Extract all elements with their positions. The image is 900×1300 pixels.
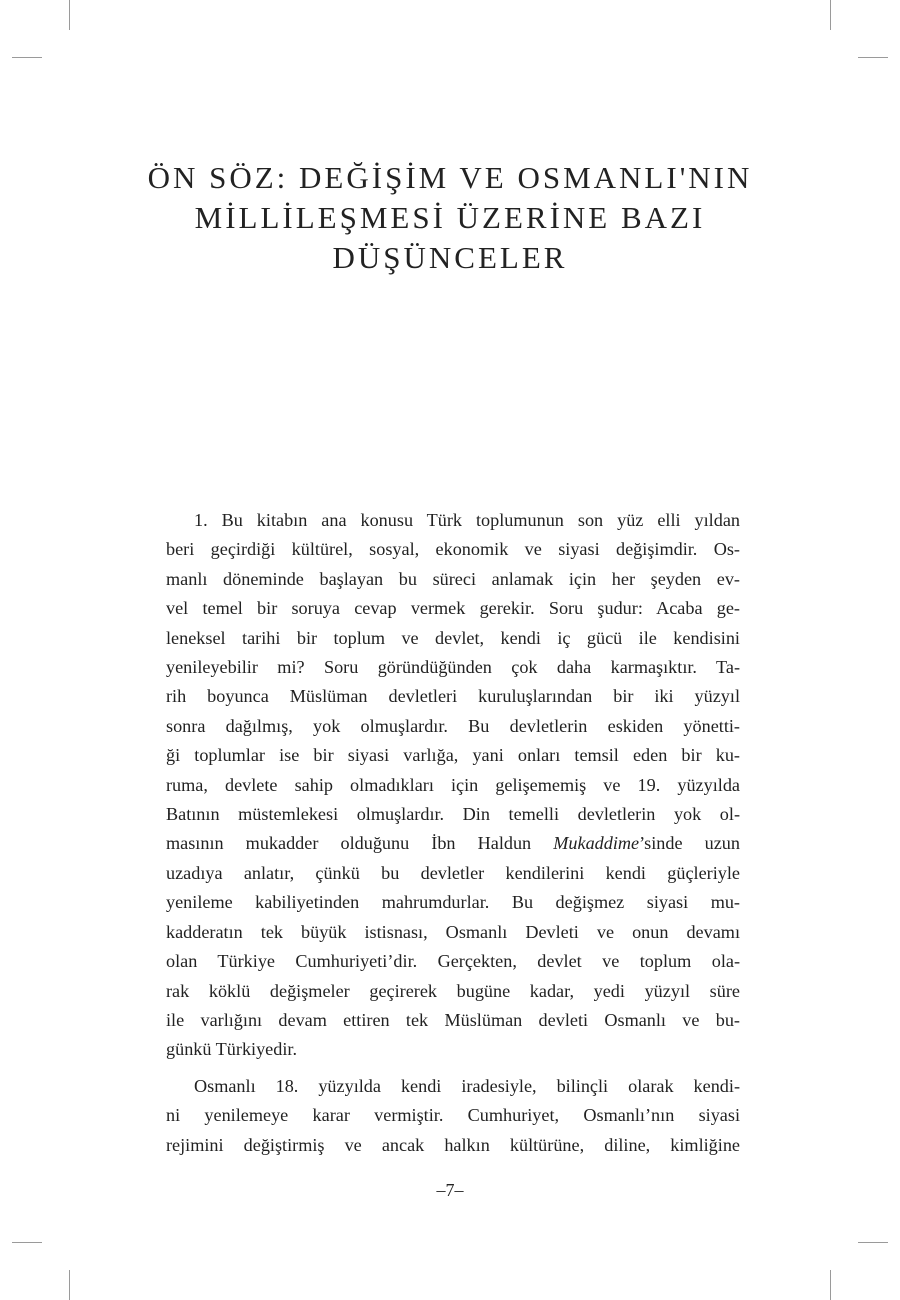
text-line: manlı döneminde başlayan bu süreci anlamak için her şeyden ev- bbox=[166, 568, 740, 589]
crop-mark-bottom-right-vertical bbox=[830, 1270, 831, 1300]
text-line: 1. Bu kitabın ana konusu Türk toplumunun son yüz elli yıldan bbox=[194, 510, 740, 530]
chapter-title-line: MİLLİLEŞMESİ ÜZERİNE BAZI bbox=[194, 200, 706, 235]
text-line-with-italic bbox=[166, 829, 740, 858]
crop-mark-top-left-vertical bbox=[69, 0, 70, 30]
text-line: uzadıya anlatır, çünkü bu devletler kendilerini kendi güçleriyle bbox=[166, 862, 740, 883]
paragraph-1 bbox=[166, 506, 740, 1065]
text-line: beri geçirdiği kültürel, sosyal, ekonomik ve siyasi değişimdir. Os- bbox=[166, 539, 740, 560]
text-line: yenileme kabiliyetinden mahrumdurlar. Bu değişmez siyasi mu- bbox=[166, 892, 740, 913]
chapter-title bbox=[100, 158, 800, 278]
page-number: –7– bbox=[436, 1180, 464, 1200]
text-line: günkü Türkiyedir. bbox=[166, 1039, 298, 1060]
text-line: ruma, devlete sahip olmadıkları için gelişememiş ve 19. yüzyılda bbox=[166, 774, 740, 795]
chapter-title-line: ÖN SÖZ: DEĞİŞİM VE OSMANLI'NIN bbox=[147, 160, 753, 195]
paragraph-2 bbox=[166, 1072, 740, 1160]
text-line: olan Türkiye Cumhuriyeti’dir. Gerçekten, devlet ve toplum ola- bbox=[166, 951, 740, 972]
crop-mark-bottom-left-horizontal bbox=[12, 1242, 42, 1243]
crop-mark-top-right-horizontal bbox=[858, 57, 888, 58]
chapter-title-line: DÜŞÜNCELER bbox=[332, 240, 568, 275]
crop-mark-bottom-left-vertical bbox=[69, 1270, 70, 1300]
text-segment: ’sinde uzun bbox=[639, 833, 740, 854]
crop-mark-top-right-vertical bbox=[830, 0, 831, 30]
text-line: yenileyebilir mi? Soru göründüğünden çok daha karmaşıktır. Ta- bbox=[166, 657, 740, 678]
text-line: Batının müstemlekesi olmuşlardır. Din temelli devletlerin yok ol- bbox=[166, 804, 740, 825]
text-line: vel temel bir soruya cevap vermek gerekir. Soru şudur: Acaba ge- bbox=[166, 598, 740, 619]
text-segment: masının mukadder olduğunu İbn Haldun bbox=[166, 833, 554, 854]
body-text bbox=[166, 506, 740, 1160]
crop-mark-top-left-horizontal bbox=[12, 57, 42, 58]
text-line: ni yenilemeye karar vermiştir. Cumhuriyet, Osmanlı’nın siyasi bbox=[166, 1105, 740, 1126]
text-line: sonra dağılmış, yok olmuşlardır. Bu devletlerin eskiden yönetti- bbox=[166, 715, 740, 736]
text-line: Osmanlı 18. yüzyılda kendi iradesiyle, bilinçli olarak kendi- bbox=[194, 1075, 740, 1096]
book-title-italic: Mukaddime bbox=[553, 833, 640, 854]
crop-mark-bottom-right-horizontal bbox=[858, 1242, 888, 1243]
text-line: leneksel tarihi bir toplum ve devlet, kendi iç gücü ile kendisini bbox=[166, 627, 740, 648]
text-line: rejimini değiştirmiş ve ancak halkın kültürüne, diline, kimliğine bbox=[166, 1134, 740, 1155]
text-line: rih boyunca Müslüman devletleri kuruluşlarından bir iki yüzyıl bbox=[166, 686, 740, 707]
text-line: rak köklü değişmeler geçirerek bugüne kadar, yedi yüzyıl süre bbox=[166, 980, 740, 1001]
text-line: ği toplumlar ise bir siyasi varlığa, yani onları temsil eden bir ku- bbox=[166, 745, 740, 766]
text-line: ile varlığını devam ettiren tek Müslüman devleti Osmanlı ve bu- bbox=[166, 1009, 740, 1030]
text-line: kadderatın tek büyük istisnası, Osmanlı Devleti ve onun devamı bbox=[166, 921, 740, 942]
